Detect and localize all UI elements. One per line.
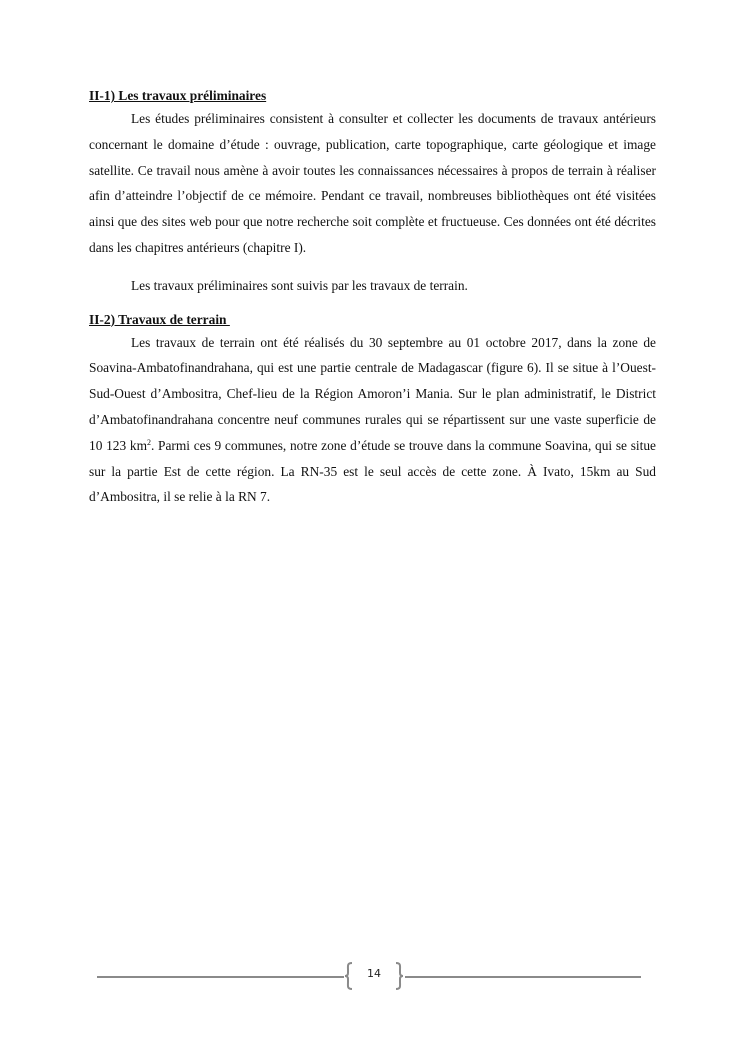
paragraph-etudes-preliminaires: Les études préliminaires consistent à consulter et collecter les documents de travaux antérieurs concernant le domaine d’étude : ouvrage, publication, carte topographique, carte géologique et image satellite. Ce travail nous amène à avoir toutes les connaissances nécessaires à propos de terrain à réaliser afin d’atteindre l’objectif de ce mémoire. Pendant ce travail, nombreuses bibliothèques ont été visitées ainsi que des sites web pour que notre recherche soit complète et fructueuse. Ces données ont été décrites dans les chapitres antérieurs (chapitre I). bbox=[89, 111, 656, 255]
document-body bbox=[89, 86, 656, 510]
left-bracket-icon bbox=[344, 962, 354, 990]
right-bracket-icon bbox=[394, 962, 404, 990]
footer-rule-left bbox=[97, 976, 344, 978]
paragraph-travaux-de-terrain bbox=[89, 330, 656, 511]
page-number: 14 bbox=[367, 967, 381, 980]
superscript-exponent: 2 bbox=[146, 437, 151, 447]
paragraph-text-part-2: . Parmi ces 9 communes, notre zone d’étude se trouve dans la commune Soavina, qui se situe sur la partie Est de cette région. La RN-35 est le seul accès de cette zone. À Ivato, 15km au Sud d’Ambositra, il se relie à la RN 7. bbox=[89, 437, 656, 505]
paragraph-text-part-1: Les travaux de terrain ont été réalisés du 30 septembre au 01 octobre 2017, dans la zone de Soavina-Ambatofinandrahana, qui est une partie centrale de Madagascar (figure 6). Il se situe à l’Ouest-Sud-Ouest d’Ambositra, Chef-lieu de la Région Amoron’i Mania. Sur le plan administratif, le District d’Ambatofinandrahana concentre neuf communes rurales qui se répartissent sur une vaste superficie de 10 123 km bbox=[89, 334, 656, 453]
section-heading-travaux-preliminaires: II-1) Les travaux préliminaires bbox=[89, 88, 267, 103]
paragraph-spacer bbox=[89, 261, 656, 273]
paragraph-travaux-suivis: Les travaux préliminaires sont suivis par les travaux de terrain. bbox=[131, 277, 468, 293]
section-spacer bbox=[89, 299, 656, 310]
section-heading-travaux-de-terrain: II-2) Travaux de terrain bbox=[89, 311, 230, 327]
footer-rule-right bbox=[405, 976, 641, 978]
page-footer bbox=[0, 962, 745, 992]
